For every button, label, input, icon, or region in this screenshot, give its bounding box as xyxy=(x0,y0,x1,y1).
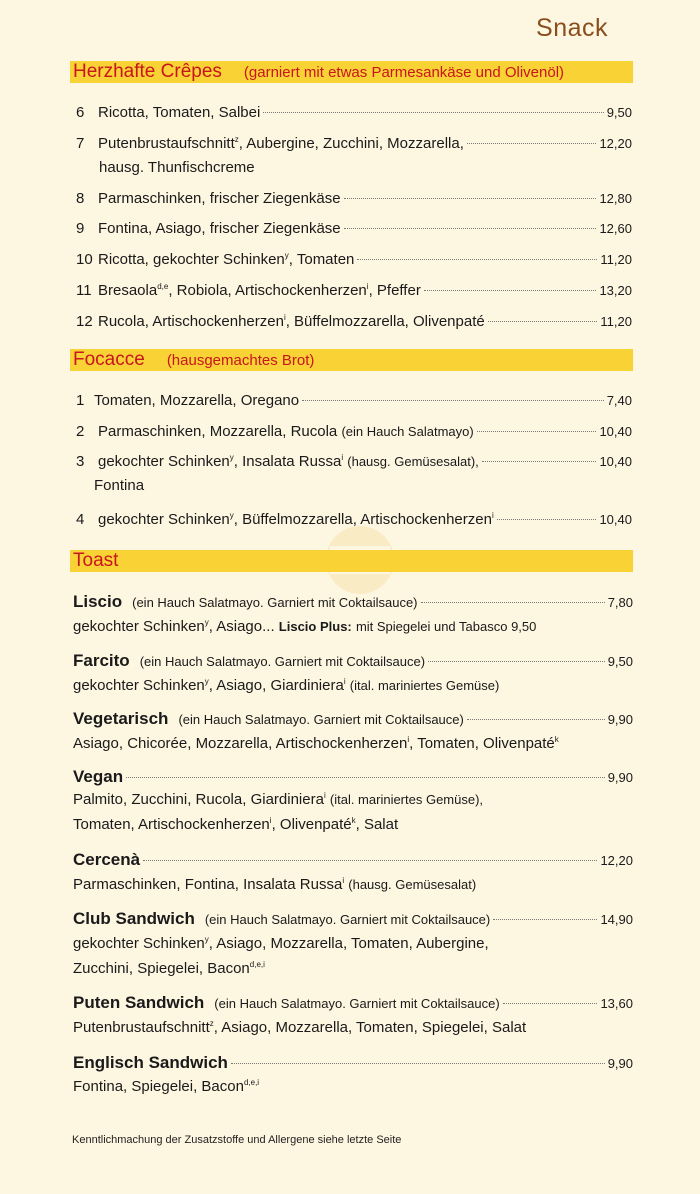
leader-dots xyxy=(344,198,597,199)
item-price: 10,40 xyxy=(599,454,632,469)
item-number: 8 xyxy=(76,190,85,207)
item-price: 13,20 xyxy=(599,283,632,298)
item-name: Puten Sandwich xyxy=(73,993,205,1012)
item-ingredients: Palmito, Zucchini, Rucola, Giardiniera$^i$ (ital. mariniertes Gemüse), xyxy=(73,791,484,808)
leader-dots xyxy=(488,321,598,322)
item-description: gekochter Schinken$^y$, Büffelmozzarella, Artischockenherzen$^i$ xyxy=(98,511,494,528)
leader-dots xyxy=(477,431,597,432)
item-description: Ricotta, gekochter Schinken$^y$, Tomaten xyxy=(98,251,355,268)
item-note: (ein Hauch Salatmayo. Garniert mit Coktailsauce) xyxy=(178,712,464,727)
item-number: 11 xyxy=(76,282,92,299)
toast-item xyxy=(73,909,633,930)
leader-dots xyxy=(143,860,597,861)
item-note: (ein Hauch Salatmayo. Garniert mit Coktailsauce) xyxy=(132,595,418,610)
menu-item xyxy=(72,134,632,154)
item-ingredients: Tomaten, Artischockenherzen$^i$, Olivenpaté$^k$, Salat xyxy=(73,816,399,833)
item-description: Rucola, Artischockenherzen$^i$, Büffelmozzarella, Olivenpaté xyxy=(98,313,485,330)
toast-item xyxy=(73,850,633,871)
item-ingredients: gekochter Schinken$^y$, Asiago... Liscio Plus: mit Spiegelei und Tabasco 9,50 xyxy=(73,618,537,635)
section-band-crepes xyxy=(70,61,633,83)
item-number: 1 xyxy=(76,392,85,409)
item-price: 9,50 xyxy=(606,105,632,120)
item-description: Parmaschinken, Mozzarella, Rucola (ein Hauch Salatmayo) xyxy=(98,423,474,440)
item-continuation: hausg. Thunfischcreme xyxy=(99,159,255,176)
menu-item xyxy=(72,510,632,530)
leader-dots xyxy=(467,143,597,144)
item-number: 3 xyxy=(76,453,85,470)
leader-dots xyxy=(302,400,604,401)
section-title-focacce: Focacce xyxy=(73,349,145,370)
menu-item xyxy=(72,391,632,411)
leader-dots xyxy=(357,259,597,260)
section-subtitle-crepes: (garniert mit etwas Parmesankäse und Olivenöl) xyxy=(243,64,565,81)
leader-dots xyxy=(344,228,597,229)
item-price: 9,90 xyxy=(607,712,633,727)
item-price: 12,60 xyxy=(599,221,632,236)
item-price: 11,20 xyxy=(600,252,632,267)
item-number: 7 xyxy=(76,135,85,152)
item-description: Putenbrustaufschnitt$^z$, Aubergine, Zucchini, Mozzarella, xyxy=(98,135,464,152)
item-name: Farcito xyxy=(73,651,130,670)
item-price: 14,90 xyxy=(600,912,633,927)
toast-item xyxy=(73,1053,633,1074)
section-title-crepes: Herzhafte Crêpes xyxy=(73,61,222,82)
menu-item xyxy=(72,219,632,239)
toast-item xyxy=(73,993,633,1014)
item-name: Englisch Sandwich xyxy=(73,1053,228,1072)
item-name: Liscio xyxy=(73,592,123,611)
item-number: 4 xyxy=(76,511,85,528)
item-price: 7,80 xyxy=(607,595,633,610)
leader-dots xyxy=(482,461,597,462)
section-band-focacce xyxy=(70,349,633,371)
leader-dots xyxy=(497,519,597,520)
menu-item xyxy=(72,422,632,442)
item-description: gekochter Schinken$^y$, Insalata Russa$^i$ (hausg. Gemüsesalat), xyxy=(98,453,479,470)
leader-dots xyxy=(421,602,605,603)
toast-item xyxy=(73,592,633,613)
item-price: 9,50 xyxy=(607,654,633,669)
item-name: Club Sandwich xyxy=(73,909,195,928)
item-number: 12 xyxy=(76,313,93,330)
item-description: Parmaschinken, frischer Ziegenkäse xyxy=(98,190,341,207)
item-description: Bresaola$^{d,e}$, Robiola, Artischockenherzen$^i$, Pfeffer xyxy=(98,282,421,299)
menu-item xyxy=(72,281,632,301)
section-band-toast xyxy=(70,550,633,572)
item-description: Ricotta, Tomaten, Salbei xyxy=(98,104,261,121)
item-ingredients: Fontina, Spiegelei, Bacon$^{d,e,i}$ xyxy=(73,1078,260,1095)
item-price: 9,90 xyxy=(607,1056,633,1071)
item-name: Vegan xyxy=(73,767,124,786)
leader-dots xyxy=(493,919,597,920)
item-note: (ein Hauch Salatmayo. Garniert mit Coktailsauce) xyxy=(214,996,500,1011)
item-price: 13,60 xyxy=(600,996,633,1011)
item-price: 7,40 xyxy=(606,393,632,408)
item-ingredients: Zucchini, Spiegelei, Bacon$^{d,e,i}$ xyxy=(73,960,265,977)
leader-dots xyxy=(428,661,605,662)
menu-item xyxy=(72,189,632,209)
item-note: (ein Hauch Salatmayo. Garniert mit Coktailsauce) xyxy=(139,654,426,669)
item-number: 10 xyxy=(76,251,93,268)
leader-dots xyxy=(503,1003,598,1004)
page-title: Snack xyxy=(536,14,608,42)
menu-item xyxy=(72,103,632,123)
item-ingredients: Asiago, Chicorée, Mozzarella, Artischockenherzen$^i$, Tomaten, Olivenpaté$^k$ xyxy=(73,735,559,752)
section-subtitle-focacce: (hausgemachtes Brot) xyxy=(166,352,315,369)
item-ingredients: gekochter Schinken$^y$, Asiago, Giardiniera$^i$ (ital. mariniertes Gemüse) xyxy=(73,677,500,694)
item-price: 10,40 xyxy=(599,512,632,527)
item-price: 9,90 xyxy=(607,770,633,785)
item-name: Cercenà xyxy=(73,850,141,869)
item-price: 12,20 xyxy=(600,853,633,868)
item-price: 12,80 xyxy=(599,191,632,206)
menu-item xyxy=(72,250,632,270)
item-note: (ein Hauch Salatmayo. Garniert mit Coktailsauce) xyxy=(204,912,491,927)
liscio-plus-label: Liscio Plus: xyxy=(278,619,352,634)
item-price: 10,40 xyxy=(599,424,632,439)
item-price: 11,20 xyxy=(600,314,632,329)
leader-dots xyxy=(467,719,605,720)
menu-item xyxy=(72,312,632,332)
toast-item xyxy=(73,709,633,730)
allergen-footnote: Kenntlichmachung der Zusatzstoffe und Allergene siehe letzte Seite xyxy=(72,1134,402,1146)
toast-item xyxy=(73,767,633,788)
item-price: 12,20 xyxy=(599,136,632,151)
toast-item xyxy=(73,651,633,672)
section-title-toast: Toast xyxy=(73,550,119,571)
item-number: 2 xyxy=(76,423,85,440)
leader-dots xyxy=(263,112,603,113)
item-number: 6 xyxy=(76,104,85,121)
item-number: 9 xyxy=(76,220,85,237)
item-name: Vegetarisch xyxy=(73,709,169,728)
item-description: Fontina, Asiago, frischer Ziegenkäse xyxy=(98,220,341,237)
item-ingredients: gekochter Schinken$^y$, Asiago, Mozzarella, Tomaten, Aubergine, xyxy=(73,935,489,952)
item-ingredients: Parmaschinken, Fontina, Insalata Russa$^i$ (hausg. Gemüsesalat) xyxy=(73,876,477,893)
leader-dots xyxy=(126,777,605,778)
item-ingredients: Putenbrustaufschnitt$^z$, Asiago, Mozzarella, Tomaten, Spiegelei, Salat xyxy=(73,1019,527,1036)
item-continuation: Fontina xyxy=(94,477,145,494)
menu-item xyxy=(72,452,632,472)
item-description: Tomaten, Mozzarella, Oregano xyxy=(94,392,300,409)
leader-dots xyxy=(424,290,597,291)
leader-dots xyxy=(231,1063,605,1064)
